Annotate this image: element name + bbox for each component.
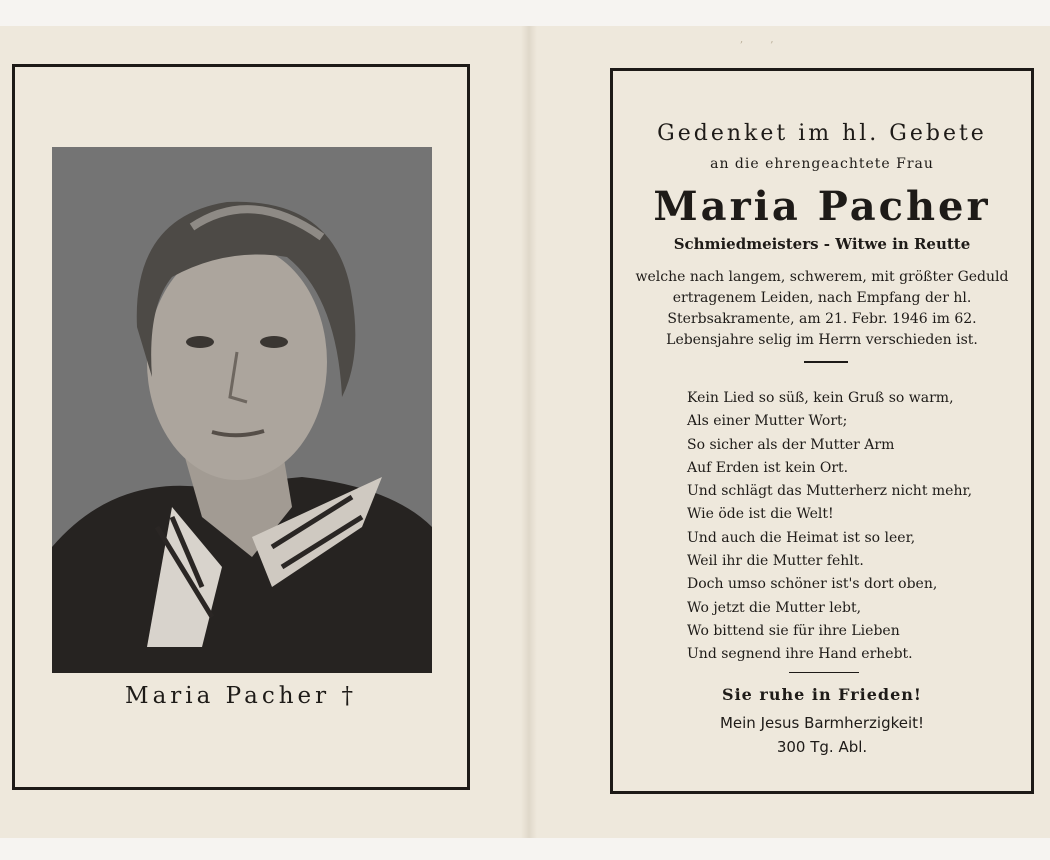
divider: [789, 672, 859, 673]
poem-line: Doch umso schöner ist's dort oben,: [687, 576, 938, 593]
pencil-marks: , ,: [740, 34, 786, 45]
obituary-paragraph: welche nach langem, schwerem, mit größter Geduld ertragenem Leiden, nach Empfang der hl. Sterbsakramente, am 21. Febr. 1946 im 62. Lebensjahre selig im Herrn verschieden ist.: [635, 269, 1009, 348]
poem-line: Wie öde ist die Welt!: [687, 506, 834, 523]
poem: [687, 387, 1007, 667]
poem-line: Als einer Mutter Wort;: [687, 413, 848, 430]
memorial-card: [0, 26, 1050, 838]
poem-line: Und auch die Heimat ist so leer,: [687, 529, 916, 546]
left-panel: [12, 64, 470, 790]
poem-line: Wo bittend sie für ihre Lieben: [687, 622, 900, 639]
prayer-line: Mein Jesus Barmherzigkeit!: [719, 714, 925, 732]
poem-line: So sicher als der Mutter Arm: [687, 436, 895, 453]
portrait-caption: Maria Pacher †: [125, 683, 357, 709]
poem-line: Und segnend ihre Hand erhebt.: [687, 646, 913, 663]
subtitle: Schmiedmeisters - Witwe in Reutte: [673, 235, 971, 253]
poem-line: Und schlägt das Mutterherz nicht mehr,: [687, 483, 973, 500]
poem-line: Wo jetzt die Mutter lebt,: [687, 599, 862, 616]
heading: Gedenket im hl. Gebete: [657, 121, 987, 146]
indulgence-line: 300 Tg. Abl.: [776, 738, 868, 756]
poem-line: Weil ihr die Mutter fehlt.: [687, 553, 864, 570]
deceased-name: Maria Pacher: [653, 183, 991, 230]
poem-line: Auf Erden ist kein Ort.: [687, 459, 849, 476]
poem-line: Kein Lied so süß, kein Gruß so warm,: [687, 390, 954, 406]
center-fold: [521, 26, 537, 838]
rest-in-peace: Sie ruhe in Frieden!: [722, 685, 922, 704]
divider: [804, 361, 848, 363]
right-panel: [610, 68, 1034, 794]
portrait-illustration: [52, 147, 432, 673]
portrait-photo: [52, 147, 432, 673]
intro-line: an die ehrengeachtete Frau: [710, 156, 934, 172]
